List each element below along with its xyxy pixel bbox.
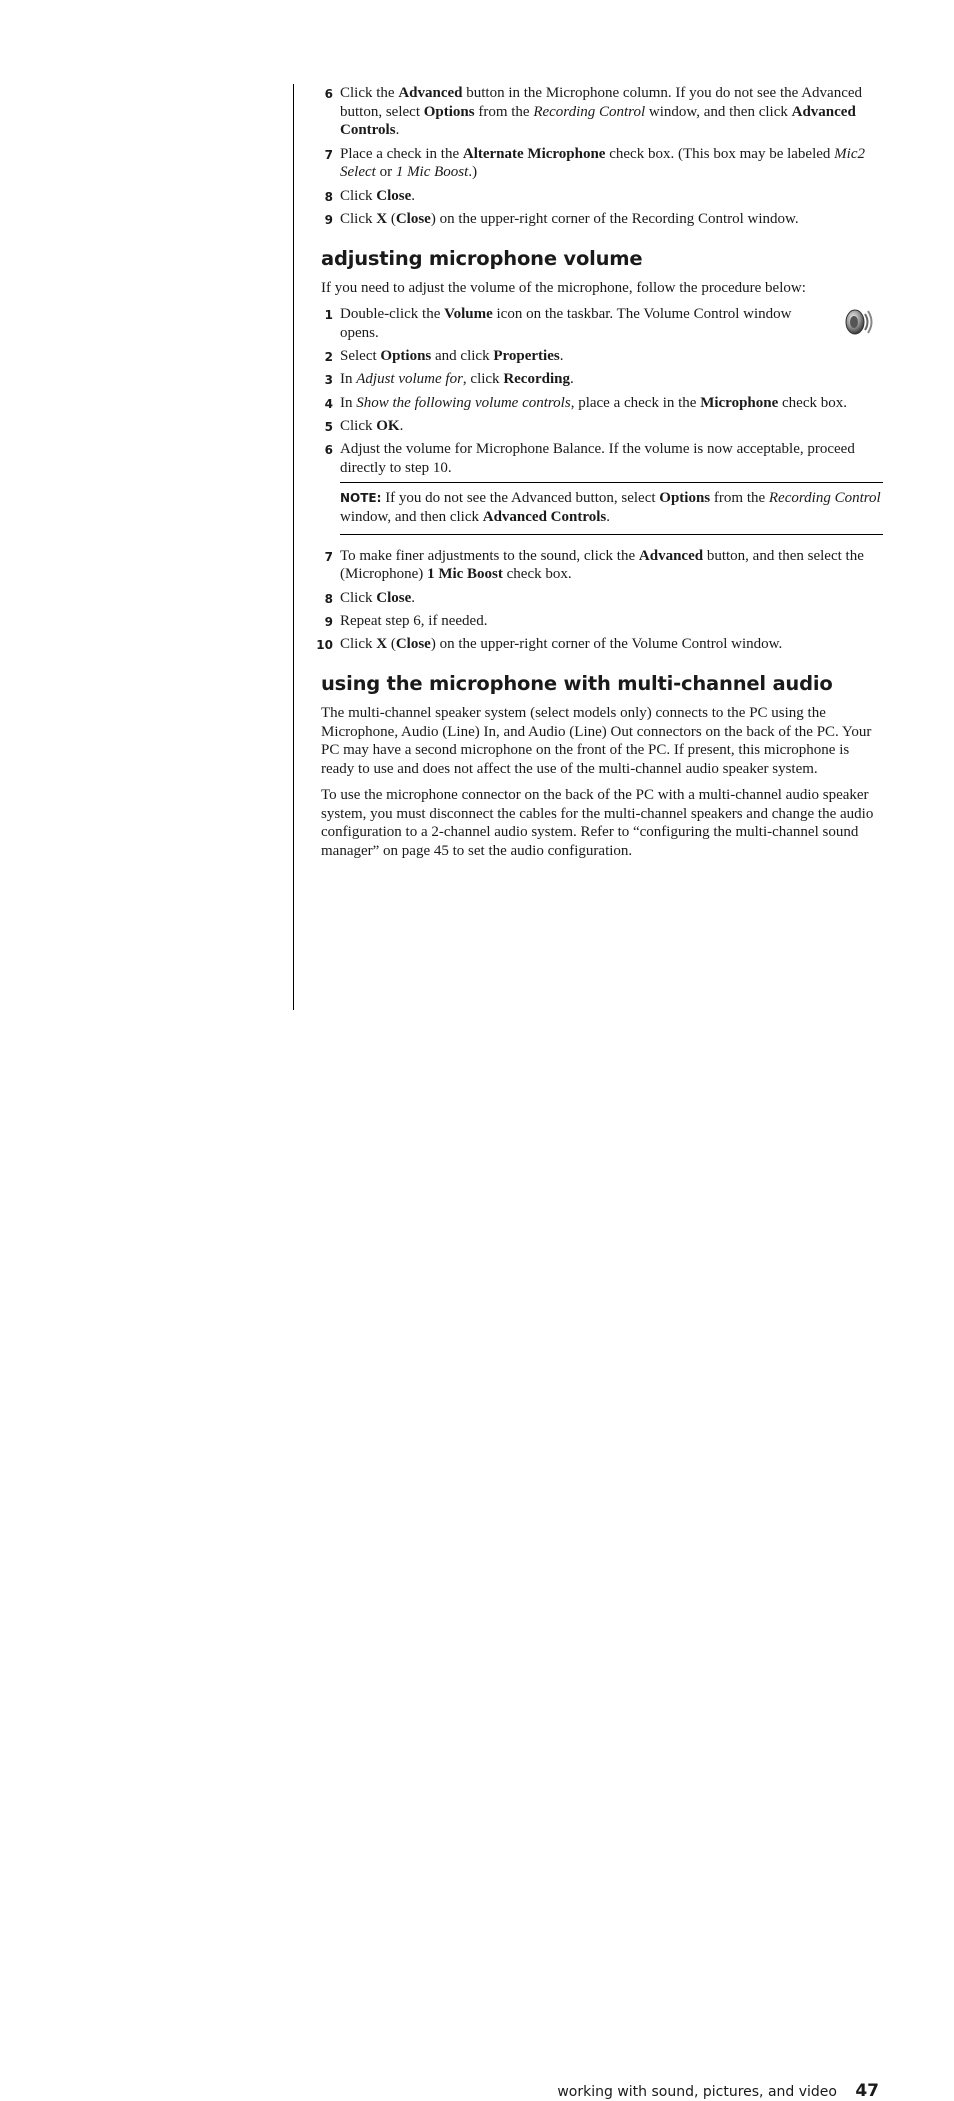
- text-run: To make finer adjustments to the sound, click the: [340, 547, 639, 564]
- bold-term: Properties: [493, 347, 560, 364]
- text-run: .: [399, 418, 404, 435]
- step-item: [321, 210, 883, 229]
- text-run: .: [411, 589, 415, 606]
- footer-chapter-title: working with sound, pictures, and video: [557, 2084, 837, 2100]
- text-run: Repeat step 6, if needed.: [340, 613, 488, 630]
- text-run: icon on the taskbar. The Volume Control window opens.: [340, 305, 792, 341]
- multi-channel-paragraphs: [321, 704, 883, 861]
- text-run: and click: [431, 347, 494, 364]
- step-number: 7: [324, 147, 333, 162]
- text-run: In: [340, 371, 357, 388]
- text-run: In: [340, 394, 357, 411]
- step-list-volume: [321, 305, 883, 478]
- text-run: Double-click the: [340, 305, 445, 322]
- intro-paragraph: If you need to adjust the volume of the microphone, follow the procedure below:: [321, 279, 806, 296]
- bold-term: Close: [395, 636, 431, 653]
- italic-term: 1 Mic Boost: [395, 164, 469, 181]
- step-item: [321, 547, 883, 584]
- step-text: [340, 441, 855, 476]
- text-run: check box. (This box may be labeled: [605, 145, 835, 162]
- step-text: [340, 613, 487, 629]
- text-run: .: [411, 187, 415, 204]
- text-run: .: [468, 164, 473, 181]
- step-text: [340, 395, 847, 411]
- bold-term: X: [376, 636, 388, 653]
- heading-adjusting-microphone-volume: adjusting microphone volume: [321, 246, 643, 270]
- step-text: [340, 636, 782, 652]
- step-list-microphone-advanced: [321, 84, 883, 229]
- italic-term: Adjust volume for: [356, 371, 463, 388]
- step-text: [340, 85, 862, 138]
- bold-term: Close: [395, 210, 431, 227]
- text-run: Place a check in the: [340, 145, 463, 162]
- bold-term: Microphone: [700, 394, 779, 411]
- step-item: [321, 370, 883, 389]
- note-box: [340, 482, 883, 534]
- step-text: [340, 306, 792, 341]
- bold-term: Recording: [503, 371, 570, 388]
- text-run: ): [472, 164, 478, 181]
- step-text: [340, 371, 574, 387]
- bold-term: Advanced Controls: [340, 103, 856, 139]
- step-item: [321, 305, 883, 342]
- bold-term: Advanced: [638, 547, 704, 564]
- page-content: [316, 84, 883, 868]
- italic-term: Mic2 Select: [340, 145, 865, 181]
- step-number: 9: [324, 212, 333, 227]
- step-number: 8: [324, 591, 333, 606]
- step-number: 7: [324, 549, 333, 564]
- text-run: button, and then select the (Microphone): [340, 547, 864, 583]
- bold-term: Advanced Controls: [482, 509, 607, 526]
- note-text: [340, 490, 881, 525]
- step-text: [340, 211, 799, 227]
- text-run: Select: [340, 347, 381, 364]
- text-run: window, and then click: [645, 103, 792, 120]
- step-number: 10: [316, 638, 333, 653]
- bold-term: Close: [376, 589, 412, 606]
- step-number: 3: [324, 373, 333, 388]
- step-item: [321, 612, 883, 631]
- text-run: Click: [340, 210, 377, 227]
- note-label: NOTE:: [340, 491, 382, 506]
- step-item: [321, 417, 883, 436]
- bold-term: Options: [423, 103, 475, 120]
- step-item: [321, 589, 883, 608]
- bold-term: 1 Mic Boost: [427, 566, 503, 583]
- bold-term: Advanced: [398, 85, 463, 101]
- step-item: [321, 187, 883, 206]
- text-run: Click: [340, 589, 377, 606]
- text-run: Adjust the volume for Microphone Balance. If the volume is now acceptable, proceed directly to step 10.: [340, 441, 855, 477]
- text-run: (: [387, 636, 396, 653]
- step-text: [340, 146, 865, 181]
- text-run: .: [606, 509, 610, 526]
- bold-term: Options: [380, 347, 432, 364]
- text-run: check box.: [502, 566, 572, 583]
- bold-term: Options: [659, 490, 711, 507]
- body-paragraph: The multi-channel speaker system (select models only) connects to the PC using the Microphone, Audio (Line) In, and Audio (Line) Out connectors on the back of the PC. Your PC may have a second microphone on the front of the PC. If present, this microphone is ready to use and does not affect the use of the multi-channel audio speaker system.: [321, 705, 872, 777]
- step-text: [340, 348, 563, 364]
- italic-term: Recording Control: [533, 103, 646, 120]
- step-number: 8: [324, 189, 333, 204]
- text-run: ) on the upper-right corner of the Volume Control window.: [430, 636, 783, 653]
- step-item: [321, 84, 883, 140]
- text-run: , place a check in the: [570, 394, 701, 411]
- step-number: 5: [324, 420, 333, 435]
- text-run: If you do not see the Advanced button, select: [381, 490, 660, 507]
- page-number: 47: [855, 2081, 879, 2101]
- text-run: Click the: [340, 85, 399, 101]
- step-item: [321, 394, 883, 413]
- italic-term: Show the following volume controls: [356, 394, 571, 411]
- body-paragraph: To use the microphone connector on the back of the PC with a multi-channel audio speaker system, you must disconnect the cables for the multi-channel speakers and change the audio configuration to a 2-channel audio system. Refer to “configuring the multi-channel sound manager” on page 45 to set the audio configuration.: [321, 787, 874, 859]
- step-text: [340, 188, 415, 204]
- step-text: [340, 590, 415, 606]
- step-item: [321, 440, 883, 477]
- step-list-volume-continued: [316, 547, 883, 654]
- step-number: 6: [324, 443, 333, 458]
- step-number: 4: [324, 396, 333, 411]
- step-number: 1: [324, 307, 333, 322]
- text-run: from the: [710, 490, 769, 507]
- text-run: , click: [462, 371, 504, 388]
- step-number: 6: [324, 87, 333, 101]
- bold-term: Close: [376, 187, 412, 204]
- step-number: 2: [324, 349, 333, 364]
- text-run: .: [395, 122, 400, 139]
- step-item: [321, 347, 883, 366]
- text-run: from the: [474, 103, 534, 120]
- text-run: .: [569, 371, 574, 388]
- step-text: [340, 418, 403, 434]
- text-run: window, and then click: [340, 509, 483, 526]
- step-item: [321, 145, 883, 182]
- step-list-volume-wrapper: [321, 305, 883, 478]
- text-run: Click: [340, 636, 377, 653]
- step-number: 9: [324, 615, 333, 630]
- text-run: (: [387, 210, 396, 227]
- text-run: Click: [340, 187, 377, 204]
- step-item: [316, 635, 883, 654]
- bold-term: X: [376, 210, 388, 227]
- text-run: or: [375, 164, 396, 181]
- step-text: [340, 548, 864, 583]
- bold-term: OK: [376, 418, 400, 435]
- text-run: button in the Microphone column. If you do not see the Advanced button, select: [340, 85, 863, 120]
- text-run: ) on the upper-right corner of the Recording Control window.: [430, 210, 799, 227]
- text-run: check box.: [778, 394, 847, 411]
- italic-term: Recording Control: [768, 490, 881, 507]
- text-run: Click: [340, 418, 377, 435]
- heading-multi-channel-audio: using the microphone with multi-channel audio: [321, 672, 833, 696]
- text-run: .: [559, 347, 564, 364]
- bold-term: Volume: [444, 305, 493, 322]
- margin-rule: [293, 84, 294, 1010]
- bold-term: Alternate Microphone: [462, 145, 606, 162]
